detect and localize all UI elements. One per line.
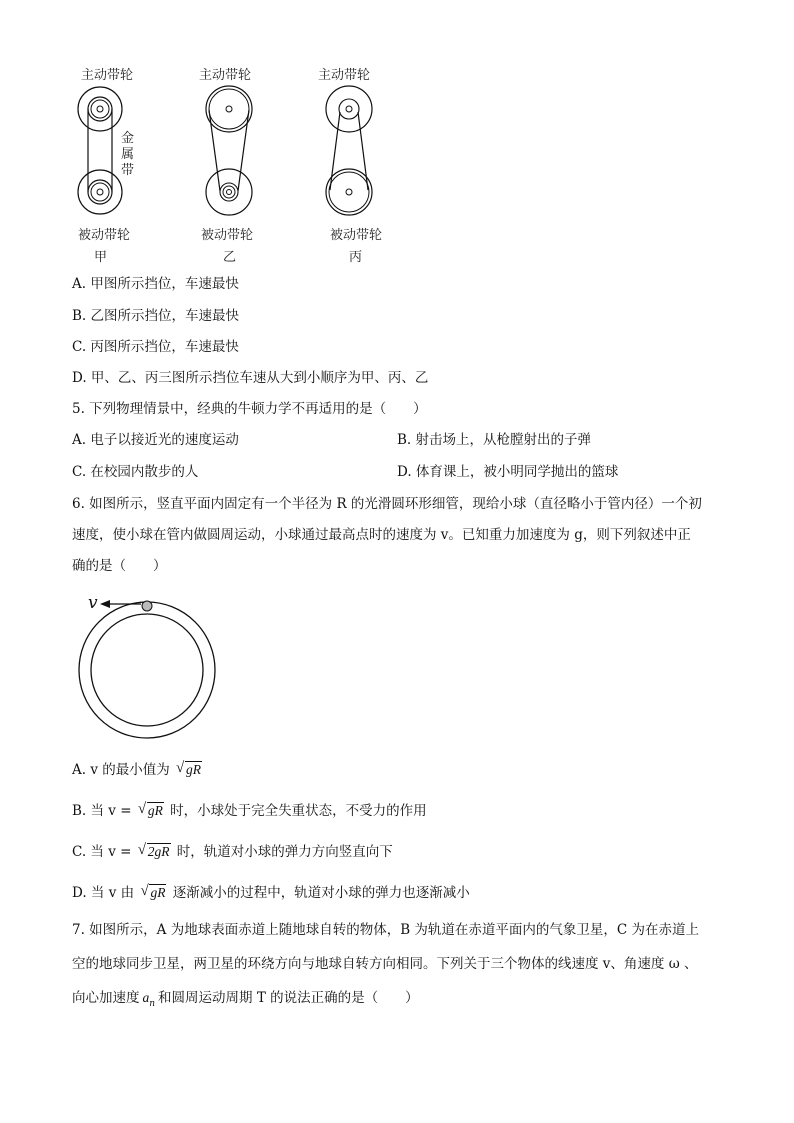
jia-caption: 甲 [94,250,108,265]
yi-pulley-drawing [195,84,265,224]
jia-top-label: 主动带轮 [81,68,134,83]
bing-top-label: 主动带轮 [318,68,371,83]
bing-bottom-label: 被动带轮 [330,228,383,243]
jia-pulley-drawing [70,84,150,224]
q6-option-d: D. 当 v 由 √ gR 逐渐减小的过程中，轨道对小球的弹力也逐渐减小 [72,883,470,901]
q6-option-a: A. v 的最小值为 √ gR [72,760,202,778]
q6-stem-line-1: 6. 如图所示，竖直平面内固定有一个半径为 R 的光滑圆环形细管，现给小球（直径略小于管内径）一个初 [72,496,702,512]
bing-caption: 丙 [349,250,363,265]
jia-belt-char-2: 属 [121,147,135,162]
q5-option-c: C. 在校园内散步的人 [72,464,199,480]
q7-stem-line-3: 向心加速度 $a_n$ 和圆周运动周期 T 的说法正确的是（ ） [72,990,419,1009]
q5-option-a: A. 电子以接近光的速度运动 [72,432,239,448]
q5-option-b: B. 射击场上，从枪膛射出的子弹 [397,432,592,448]
jia-belt-char-1: 金 [121,131,135,146]
q6-stem-line-2: 速度，使小球在管内做圆周运动，小球通过最高点时的速度为 v。已知重力加速度为 g，则下列叙述中正 [72,527,691,543]
yi-caption: 乙 [223,250,237,265]
yi-bottom-label: 被动带轮 [201,228,254,243]
q4-option-c: C. 丙图所示挡位，车速最快 [72,339,239,355]
q7-stem-line-2: 空的地球同步卫星，两卫星的环绕方向与地球自转方向相同。下列关于三个物体的线速度 v、角速度 ω 、 [72,956,698,972]
q7-stem-line-1: 7. 如图所示，A 为地球表面赤道上随地球自转的物体，B 为轨道在赤道平面内的气象卫星，C 为在赤道上 [72,922,700,938]
q5-option-d: D. 体育课上，被小明同学抛出的篮球 [397,464,619,480]
q6-option-c: C. 当 v = √ 2gR 时，轨道对小球的弹力方向竖直向下 [72,842,393,860]
bing-pulley-drawing [314,84,384,224]
jia-bottom-label: 被动带轮 [78,228,131,243]
q6-ring-tube-figure [72,595,222,745]
q6-stem-line-3: 确的是（ ） [72,558,167,574]
q6-option-b: B. 当 v = √ gR 时，小球处于完全失重状态，不受力的作用 [72,801,427,819]
q5-stem: 5. 下列物理情景中，经典的牛顿力学不再适用的是（ ） [72,401,427,417]
yi-top-label: 主动带轮 [199,68,252,83]
q6-velocity-symbol: v [88,593,98,613]
jia-belt-char-3: 带 [121,163,135,178]
q4-option-b: B. 乙图所示挡位，车速最快 [72,308,240,324]
q4-option-d: D. 甲、乙、丙三图所示挡位车速从大到小顺序为甲、丙、乙 [72,370,429,386]
q4-option-a: A. 甲图所示挡位，车速最快 [72,276,239,292]
